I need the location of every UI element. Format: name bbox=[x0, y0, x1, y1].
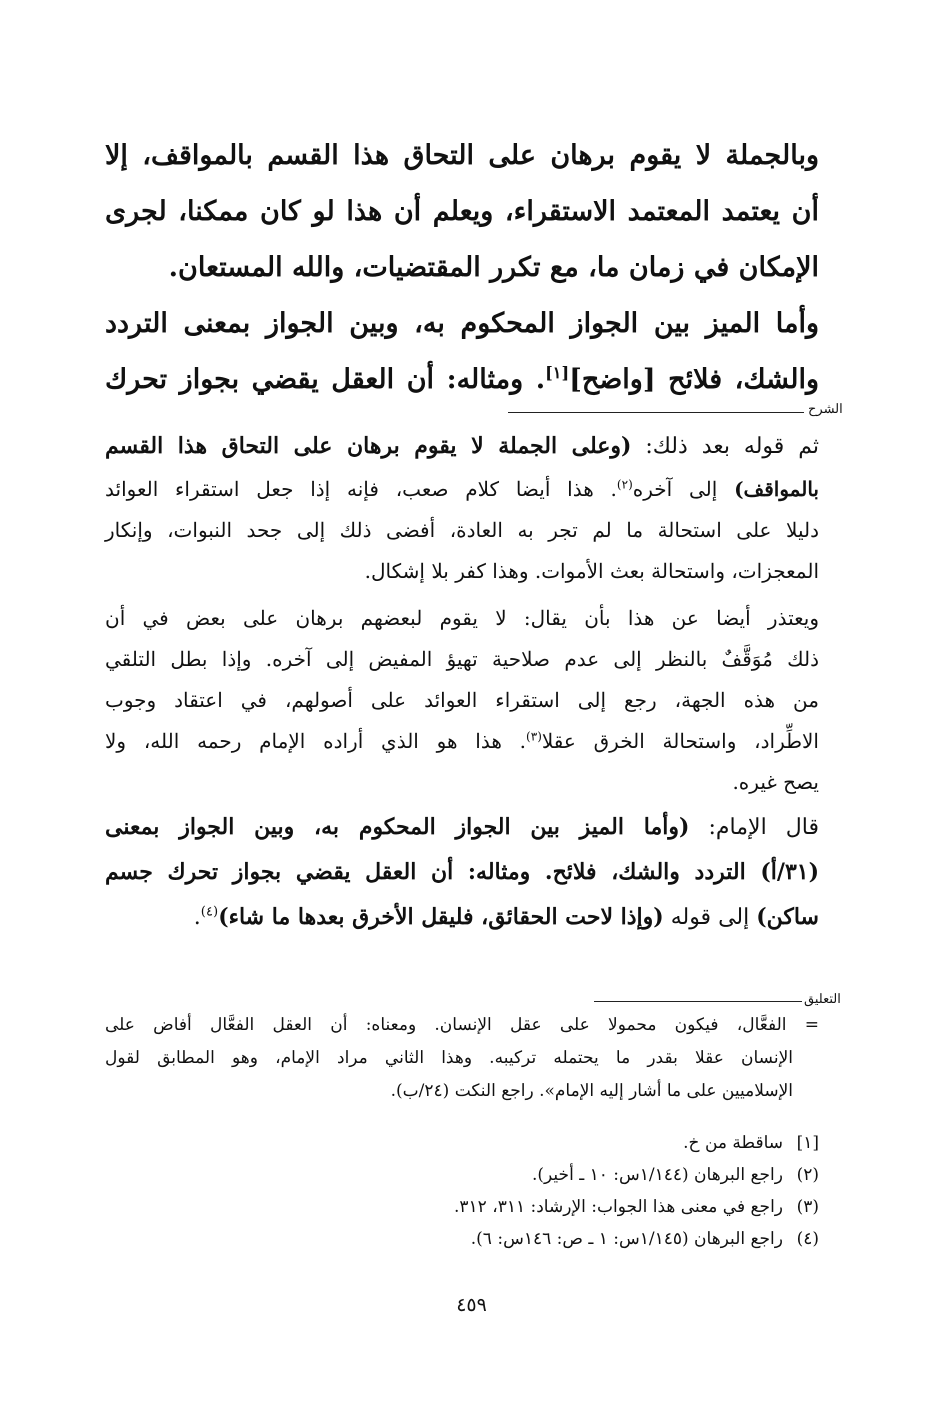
footnote-ref: (٤) bbox=[200, 904, 219, 920]
taliq-line-1: = الفعَّال، فيكون محمولا على عقل الإنسان. ومعناه: أن العقل الفعَّال أفاض على bbox=[105, 1015, 819, 1035]
footnote-number: (٢) bbox=[796, 1165, 819, 1185]
sharh-text bbox=[105, 426, 819, 986]
taliq-continuation bbox=[105, 1010, 819, 1110]
taliq-label: التعليق bbox=[804, 992, 841, 1007]
sharh-segment: . هذا هو الذي أراده الإمام رحمه الله، ولا bbox=[105, 729, 527, 753]
sharh-label: الشرح bbox=[808, 402, 843, 417]
footnote-text: راجع البرهان (١/١٤٤س: ١٠ ـ أخير). bbox=[532, 1165, 783, 1185]
main-line-5 bbox=[105, 352, 819, 408]
sharh-line-8 bbox=[105, 721, 819, 762]
sharh-line-1 bbox=[105, 426, 819, 467]
sharh-segment: . هذا أيضا كلام صعب، فإنه إذا جعل استقراء العوائد bbox=[105, 477, 617, 501]
sharh-line-6: ذلك مُوَقَّفٌ بالنظر إلى عدم صلاحية تهيؤ المفيض إلى آخره. وإذا بطل التلقي bbox=[105, 647, 819, 671]
sharh-line-4: المعجزات، واستحالة بعث الأموات. وهذا كفر بلا إشكال. bbox=[364, 559, 819, 583]
sharh-line-9: يصح غيره. bbox=[732, 770, 819, 794]
footnote-text: راجع في معنى هذا الجواب: الإرشاد: ٣١١، ٣١٢. bbox=[454, 1197, 783, 1217]
main-line-3: الإمكان في زمان ما، مع تكرر المقتضيات، والله المستعان. bbox=[168, 252, 819, 283]
quoted-text: (وإذا لاحت الحقائق، فليقل الأخرق بعدها ما شاء) bbox=[218, 904, 664, 930]
footnote-number: (٣) bbox=[796, 1197, 819, 1217]
sharh-line-2 bbox=[105, 469, 819, 510]
folio-marker: (٣١/أ) bbox=[760, 859, 819, 885]
main-line-4: وأما الميز بين الجواز المحكوم به، وبين الجواز بمعنى التردد bbox=[105, 308, 819, 339]
footnote-ref: (٢) bbox=[616, 477, 633, 492]
sharh-segment: الاطِّراد، واستحالة الخرق عقلا bbox=[541, 729, 819, 753]
sharh-line-11 bbox=[105, 852, 819, 893]
sharh-segment: قال الإمام: bbox=[689, 815, 820, 840]
quoted-text: التردد والشك، فلائح. ومثاله: أن العقل يقضي بجواز تحرك جسم bbox=[105, 859, 761, 885]
sharh-line-7: من هذه الجهة، رجع إلى استقراء العوائد على أصولهم، في اعتقاد وجوب bbox=[105, 688, 819, 712]
sharh-segment: إلى قوله bbox=[663, 905, 757, 930]
quoted-text: (وعلى الجملة لا يقوم برهان على التحاق هذا القسم bbox=[105, 433, 632, 459]
sharh-line-3: دليلا على استحالة ما لم تجر به العادة، أفضى ذلك إلى جحد النبوات، وإنكار bbox=[105, 518, 819, 542]
footnote-ref: (٣) bbox=[526, 729, 542, 744]
sharh-segment: . bbox=[193, 905, 201, 930]
footnote-text: ساقطة من خ. bbox=[683, 1133, 783, 1153]
footnote-number: [١] bbox=[796, 1133, 819, 1153]
taliq-separator bbox=[594, 1001, 802, 1002]
quoted-text: (وأما الميز بين الجواز المحكوم به، وبين الجواز بمعنى bbox=[105, 814, 690, 840]
sharh-segment: ثم قوله بعد ذلك: bbox=[631, 434, 819, 459]
main-line-1: وبالجملة لا يقوم برهان على التحاق هذا القسم بالمواقف، إلا bbox=[105, 140, 819, 171]
quoted-text: بالمواقف) bbox=[734, 477, 819, 501]
sharh-separator bbox=[508, 412, 804, 413]
footnote-4 bbox=[471, 1224, 819, 1254]
taliq-line-3: الإسلاميين على ما أشار إليه الإمام». راجع النكت (٢٤/ب). bbox=[390, 1081, 793, 1101]
footnotes bbox=[105, 1128, 819, 1278]
sharh-line-10 bbox=[105, 807, 819, 848]
sharh-line-12 bbox=[105, 897, 819, 938]
main-text bbox=[105, 128, 819, 418]
main-text-segment: . ومثاله: أن العقل يقضي بجواز تحرك bbox=[105, 364, 546, 395]
footnote-text: راجع البرهان (١/١٤٥س: ١ ـ ص: ١٤٦س: ٦). bbox=[470, 1229, 783, 1249]
sharh-line-5: ويعتذر أيضا عن هذا بأن يقال: لا يقوم لبعضهم برهان على بعض في أن bbox=[105, 606, 819, 630]
footnote-3 bbox=[454, 1192, 819, 1222]
main-line-2: أن يعتمد المعتمد الاستقراء، ويعلم أن هذا لو كان ممكنا، لجرى bbox=[105, 196, 819, 227]
page-number: ٤٥٩ bbox=[456, 1294, 487, 1316]
footnote-1 bbox=[683, 1128, 819, 1158]
footnote-number: (٤) bbox=[796, 1229, 819, 1249]
taliq-line-2: الإنسان عقلا بقدر ما يحتمله تركيبه. وهذا الثاني مراد الإمام، وهو المطابق لقول bbox=[105, 1048, 793, 1068]
sharh-segment: إلى آخره bbox=[632, 477, 735, 501]
quoted-text: ساكن) bbox=[756, 904, 819, 930]
main-text-segment: والشك، فلائح [واضح] bbox=[569, 364, 819, 395]
footnote-ref: [١] bbox=[545, 363, 570, 382]
footnote-2 bbox=[532, 1160, 819, 1190]
